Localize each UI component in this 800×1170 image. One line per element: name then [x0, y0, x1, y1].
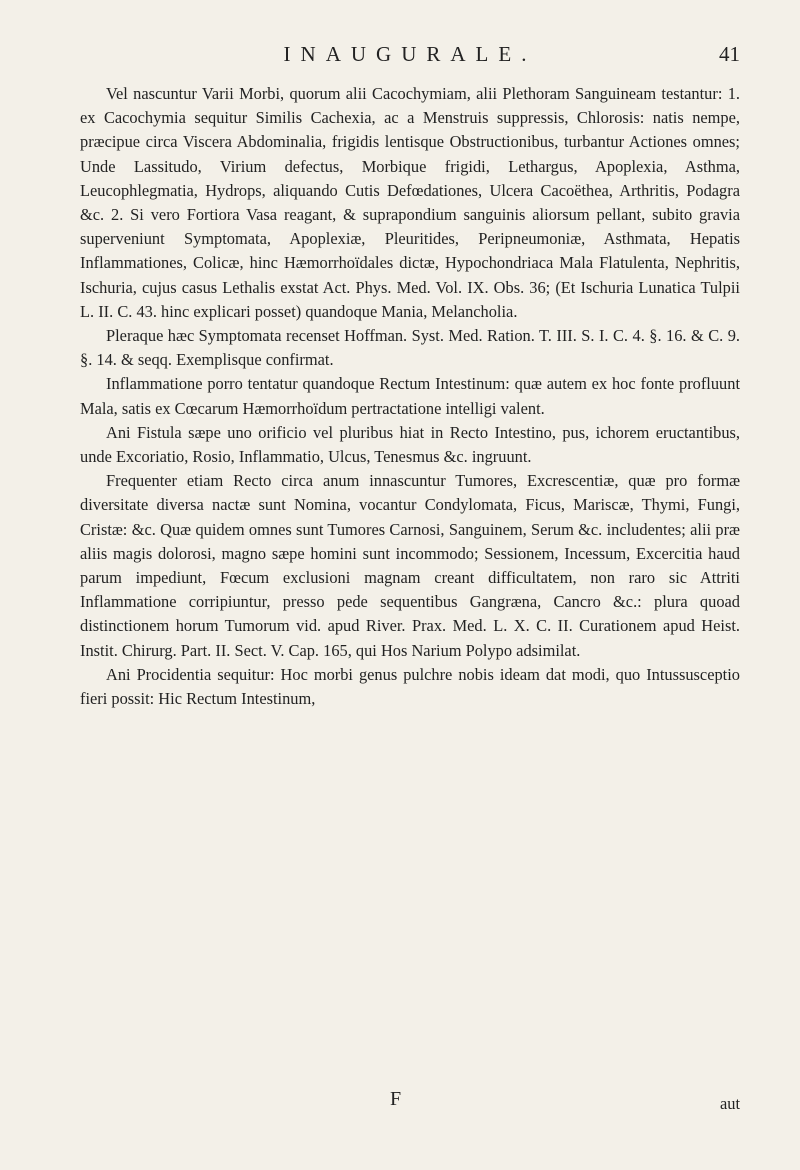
paragraph: Vel nascuntur Varii Morbi, quorum alii Cacochymiam, alii Plethoram Sanguineam testantur: 1. ex Cacochymia sequitur Similis Cachexia, ac a Menstruis suppressis, Chlorosis: natis nempe, præcipue circa Viscera Abdominalia, frigidis lentisque Obstructionibus, turbantur Actiones omnes; Unde Lassitudo, Virium defectus, Morbique frigidi, Lethargus, Apoplexia, Asthma, Leucophlegmatia, Hydrops, aliquando Cutis Defœdationes, Ulcera Cacoëthea, Arthritis, Podagra &c. 2. Si vero Fortiora Vasa reagant, & suprapondium sanguinis aliorsum pellant, subito gravia superveniunt Symptomata, Apoplexiæ, Pleuritides, Peripneumoniæ, Asthmata, Hepatis Inflammationes, Colicæ, hinc Hæmorrhoïdales dictæ, Hypochondriaca Mala Flatulenta, Nephritis, Ischuria, cujus casus Lethalis exstat Act. Phys. Med. Vol. IX. Obs. 36; (Et Ischuria Lunatica Tulpii L. II. C. 43. hinc explicari posset) quandoque Mania, Melancholia.: [80, 84, 740, 321]
paragraph: Inflammatione porro tentatur quandoque Rectum Intestinum: quæ autem ex hoc fonte profluunt Mala, satis ex Cœcarum Hæmorrhoïdum pertractatione intelligi valent.: [80, 374, 740, 418]
running-header: [80, 42, 740, 82]
page-number: 41: [719, 42, 740, 66]
running-title: INAUGURALE.: [283, 42, 537, 66]
page-footer: [80, 1088, 740, 1118]
paragraph: Ani Procidentia sequitur: Hoc morbi genus pulchre nobis ideam dat modi, quo Intussusceptio fieri possit: Hic Rectum Intestinum,: [80, 664, 740, 709]
paragraph: Pleraque hæc Symptomata recenset Hoffman. Syst. Med. Ration. T. III. S. I. C. 4. §. 16. & C. 9. §. 14. & seqq. Exemplisque confirmat.: [80, 326, 740, 370]
catchword: aut: [719, 1094, 740, 1113]
text-body: [80, 82, 740, 711]
paragraph: Frequenter etiam Recto circa anum innascuntur Tumores, Excrescentiæ, quæ pro formæ diversitate diversa nactæ sunt Nomina, vocantur Condylomata, Ficus, Mariscæ, Thymi, Fungi, Cristæ: &c. Quæ quidem omnes sunt Tumores Carnosi, Sanguinem, Serum &c. includentes; alii præ aliis magis dolorosi, magno sæpe homini sunt incommodo; Sessionem, Incessum, Excercitia haud parum impediunt, Fœcum exclusioni magnam creant difficultatem, non raro sic Attriti Inflammatione corripiuntur, presso pede sequentibus Gangræna, Cancro &c.: plura quoad distinctionem horum Tumorum vid. apud River. Prax. Med. L. X. C. II. Curationem apud Heist. Instit. Chirurg. Part. II. Sect. V. Cap. 165, qui Hos Narium Polypo adsimilat.: [80, 471, 740, 660]
paragraph: Ani Fistula sæpe uno orificio vel pluribus hiat in Recto Intestino, pus, ichorem eructantibus, unde Excoriatio, Rosio, Inflammatio, Ulcus, Tenesmus &c. ingruunt.: [80, 422, 740, 467]
signature-mark: F: [390, 1088, 402, 1110]
